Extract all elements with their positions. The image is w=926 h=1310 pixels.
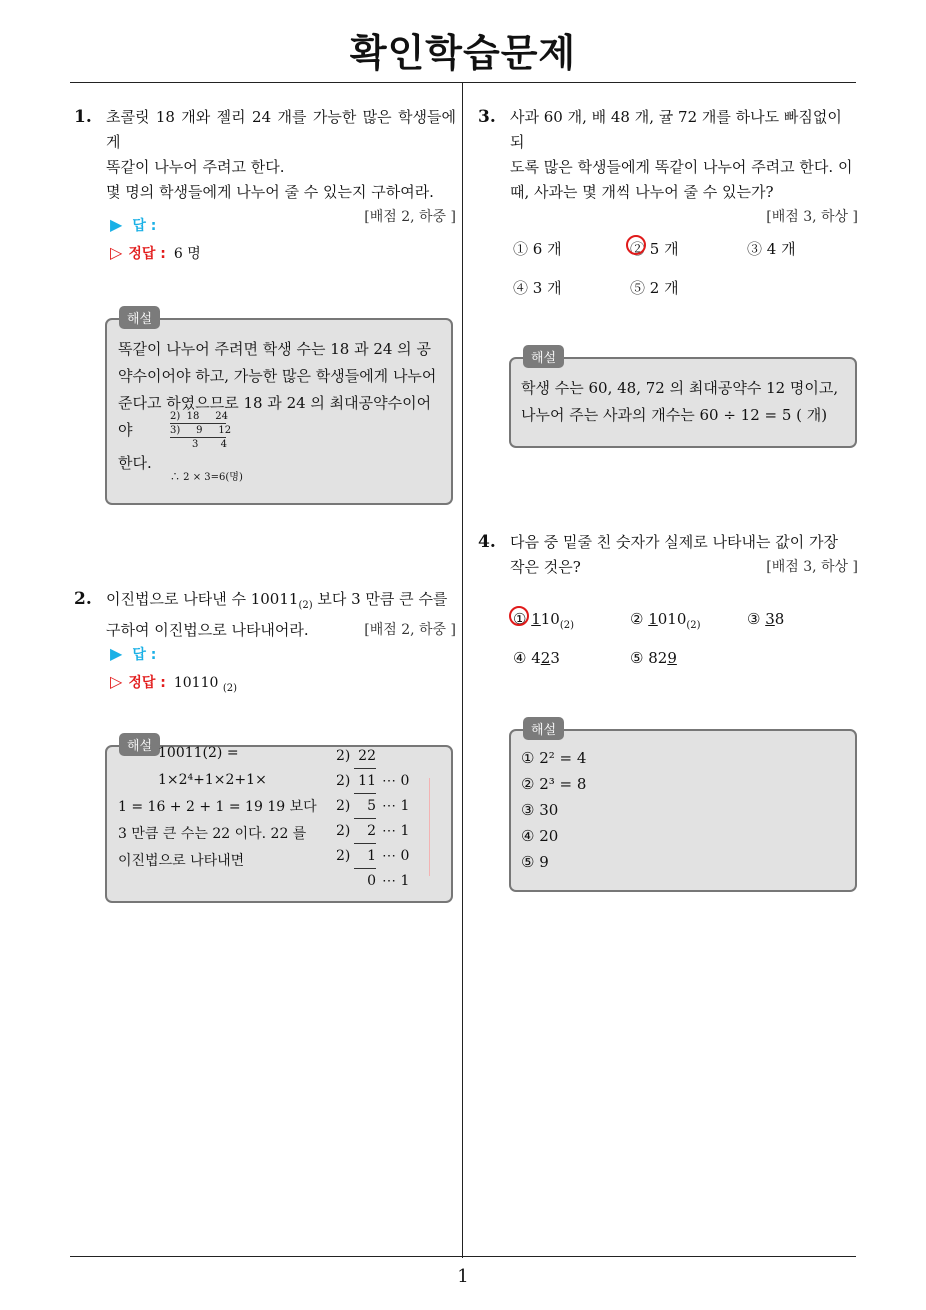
q2-div-quotient: 5 (354, 794, 376, 819)
q1-line1: 초콜릿 18 개와 젤리 24 개를 가능한 많은 학생들에게 (106, 108, 456, 151)
q3-text (510, 105, 858, 230)
q2-score: [배점 2, 하중 ] (364, 622, 456, 638)
q1-score: [배점 2, 하중 ] (364, 209, 456, 225)
q2-explain-tag: 해설 (119, 733, 160, 756)
q4-explanation (521, 745, 841, 875)
q2-div-quotient: 11 (354, 769, 376, 794)
q3-option-3[interactable]: ③ 4 개 (747, 240, 796, 258)
selected-answer-circle (626, 235, 646, 255)
q2-number: 2. (74, 589, 92, 609)
q2-div-divisor: 2) (336, 773, 351, 789)
q2-div-divisor: 2) (336, 748, 351, 764)
q1-correct: ▷ 정답 : 6 명 (110, 243, 201, 262)
q3-line3: 때, 사과는 몇 개씩 나누어 줄 수 있는가? (510, 183, 774, 201)
q1-result: ∴ 2 × 3=6(명) (170, 472, 243, 483)
q3-number: 3. (478, 107, 496, 127)
q2-div-divisor (336, 869, 354, 893)
q2-div-quotient: 1 (354, 844, 376, 869)
q1-division-table (170, 410, 232, 451)
q3-option-2[interactable]: ② 5 개 (630, 240, 679, 258)
q4-option-1[interactable]: ① $110_{(2)}$ (513, 610, 575, 631)
q4-option-2[interactable]: ② $1010_{(2)}$ (630, 610, 701, 631)
q4-exp-line4: ④ 20 (521, 827, 559, 845)
q1-exp-line3: 준다고 하였으므로 18 과 24 의 최대공약수이어야 (118, 394, 432, 439)
q4-option-3[interactable]: ③ 38 (747, 610, 785, 628)
q1-explain-tag: 해설 (119, 306, 160, 329)
q2-answer-label: ▶ 답 : (110, 644, 157, 663)
q2-exp-line4: 이진법으로 나타내면 (118, 853, 245, 869)
q2-text (106, 587, 456, 643)
q3-exp-line2: 나누어 주는 사과의 개수는 60 ÷ 12 = 5 ( 개) (521, 406, 828, 424)
column-divider (462, 83, 463, 1258)
q2-div-remainder: ⋯ 1 (382, 823, 410, 839)
q3-explanation (521, 375, 851, 429)
q4-explain-tag: 해설 (523, 717, 564, 740)
page-title: 확인학습문제 (349, 31, 577, 75)
play-icon: ▶ (110, 215, 123, 234)
q4-option-4[interactable]: ④ 423 (513, 649, 560, 667)
q3-option-1[interactable]: ① 6 개 (513, 240, 562, 258)
q2-correct-value: 10110 (173, 675, 219, 691)
q2-exp-line3: 3 만큼 큰 수는 22 이다. 22 를 (118, 826, 307, 842)
q2-div-remainder: ⋯ 1 (382, 873, 410, 889)
q1-exp-line4: 한다. (118, 454, 152, 472)
q4-number: 4. (478, 532, 496, 552)
q1-exp-line1: 똑같이 나누어 주려면 학생 수는 18 과 24 의 공 (118, 340, 431, 358)
q1-line2: 똑같이 나누어 주려고 한다. (106, 158, 285, 176)
q2-div-row (336, 869, 409, 893)
q3-option-5[interactable]: ⑤ 2 개 (630, 279, 679, 297)
q4-exp-line1: ① 2² = 4 (521, 749, 587, 767)
q2-exp-line2: 1 = 16 + 2 + 1 = 19 19 보다 (118, 799, 317, 815)
q2-div-remainder: ⋯ 0 (382, 773, 410, 789)
bottom-divider (70, 1256, 856, 1257)
q4-text (510, 530, 858, 580)
q3-score: [배점 3, 하상 ] (766, 209, 858, 225)
q3-line2: 도록 많은 학생들에게 똑같이 나누어 주려고 한다. 이 (510, 158, 853, 176)
selected-answer-circle (509, 606, 529, 626)
play-icon: ▶ (110, 644, 123, 663)
q1-answer-label: ▶ 답 : (110, 215, 157, 234)
q4-exp-line5: ⑤ 9 (521, 853, 549, 871)
q2-div-remainder: ⋯ 0 (382, 848, 410, 864)
q2-div-divisor: 2) (336, 823, 351, 839)
q3-exp-line1: 학생 수는 60, 48, 72 의 최대공약수 12 명이고, (521, 379, 839, 397)
q2-div-divisor: 2) (336, 798, 351, 814)
q1-div-row3: 3 4 (192, 439, 227, 450)
q1-text (106, 105, 456, 230)
q2-div-quotient: 2 (354, 819, 376, 844)
q1-div-row1: 2) 18 24 (170, 411, 228, 422)
arrow-up-line (429, 778, 430, 876)
page-number: 1 (457, 1266, 469, 1287)
q2-division-table (336, 744, 409, 893)
q1-correct-value: 6 명 (173, 246, 201, 262)
q4-line2: 작은 것은? (510, 558, 581, 576)
top-divider (70, 82, 856, 83)
q4-line1: 다음 중 밑줄 친 숫자가 실제로 나타내는 값이 가장 (510, 533, 838, 551)
q2-div-row (336, 844, 409, 869)
q2-exp-line1: 10011(2) = 1×2⁴+1×2+1× (158, 745, 267, 788)
q2-div-row (336, 819, 409, 844)
q4-exp-line2: ② 2³ = 8 (521, 775, 587, 793)
q2-div-quotient: 22 (354, 744, 376, 769)
q2-correct: ▷ 정답 : 10110 $_{(2)}$ (110, 672, 238, 694)
q1-number: 1. (74, 107, 92, 127)
q1-explanation (118, 336, 440, 477)
q1-div-row2: 3) 9 12 (170, 425, 232, 436)
q2-explanation (118, 740, 328, 875)
q3-line1: 사과 60 개, 배 48 개, 귤 72 개를 하나도 빠짐없이 되 (510, 108, 842, 151)
q2-div-divisor: 2) (336, 848, 351, 864)
q2-div-row (336, 794, 409, 819)
q2-line2: 구하여 이진법으로 나타내어라. (106, 621, 309, 639)
q4-option-5[interactable]: ⑤ 829 (630, 649, 677, 667)
q2-div-row (336, 744, 409, 769)
q3-option-4[interactable]: ④ 3 개 (513, 279, 562, 297)
q1-line3: 몇 명의 학생들에게 나누어 줄 수 있는지 구하여라. (106, 183, 434, 201)
q3-explain-tag: 해설 (523, 345, 564, 368)
q2-div-remainder: ⋯ 1 (382, 798, 410, 814)
q2-div-quotient: 0 (367, 873, 376, 889)
q2-line1: 이진법으로 나타낸 수 $10011_{(2)}$ 보다 3 만큼 큰 수를 (106, 590, 448, 611)
triangle-outline-icon: ▷ (110, 672, 123, 691)
triangle-outline-icon: ▷ (110, 243, 123, 262)
q2-div-row (336, 769, 409, 794)
q1-exp-line2: 약수이어야 하고, 가능한 많은 학생들에게 나누어 (118, 367, 437, 385)
q4-score: [배점 3, 하상 ] (766, 559, 858, 575)
q4-exp-line3: ③ 30 (521, 801, 559, 819)
